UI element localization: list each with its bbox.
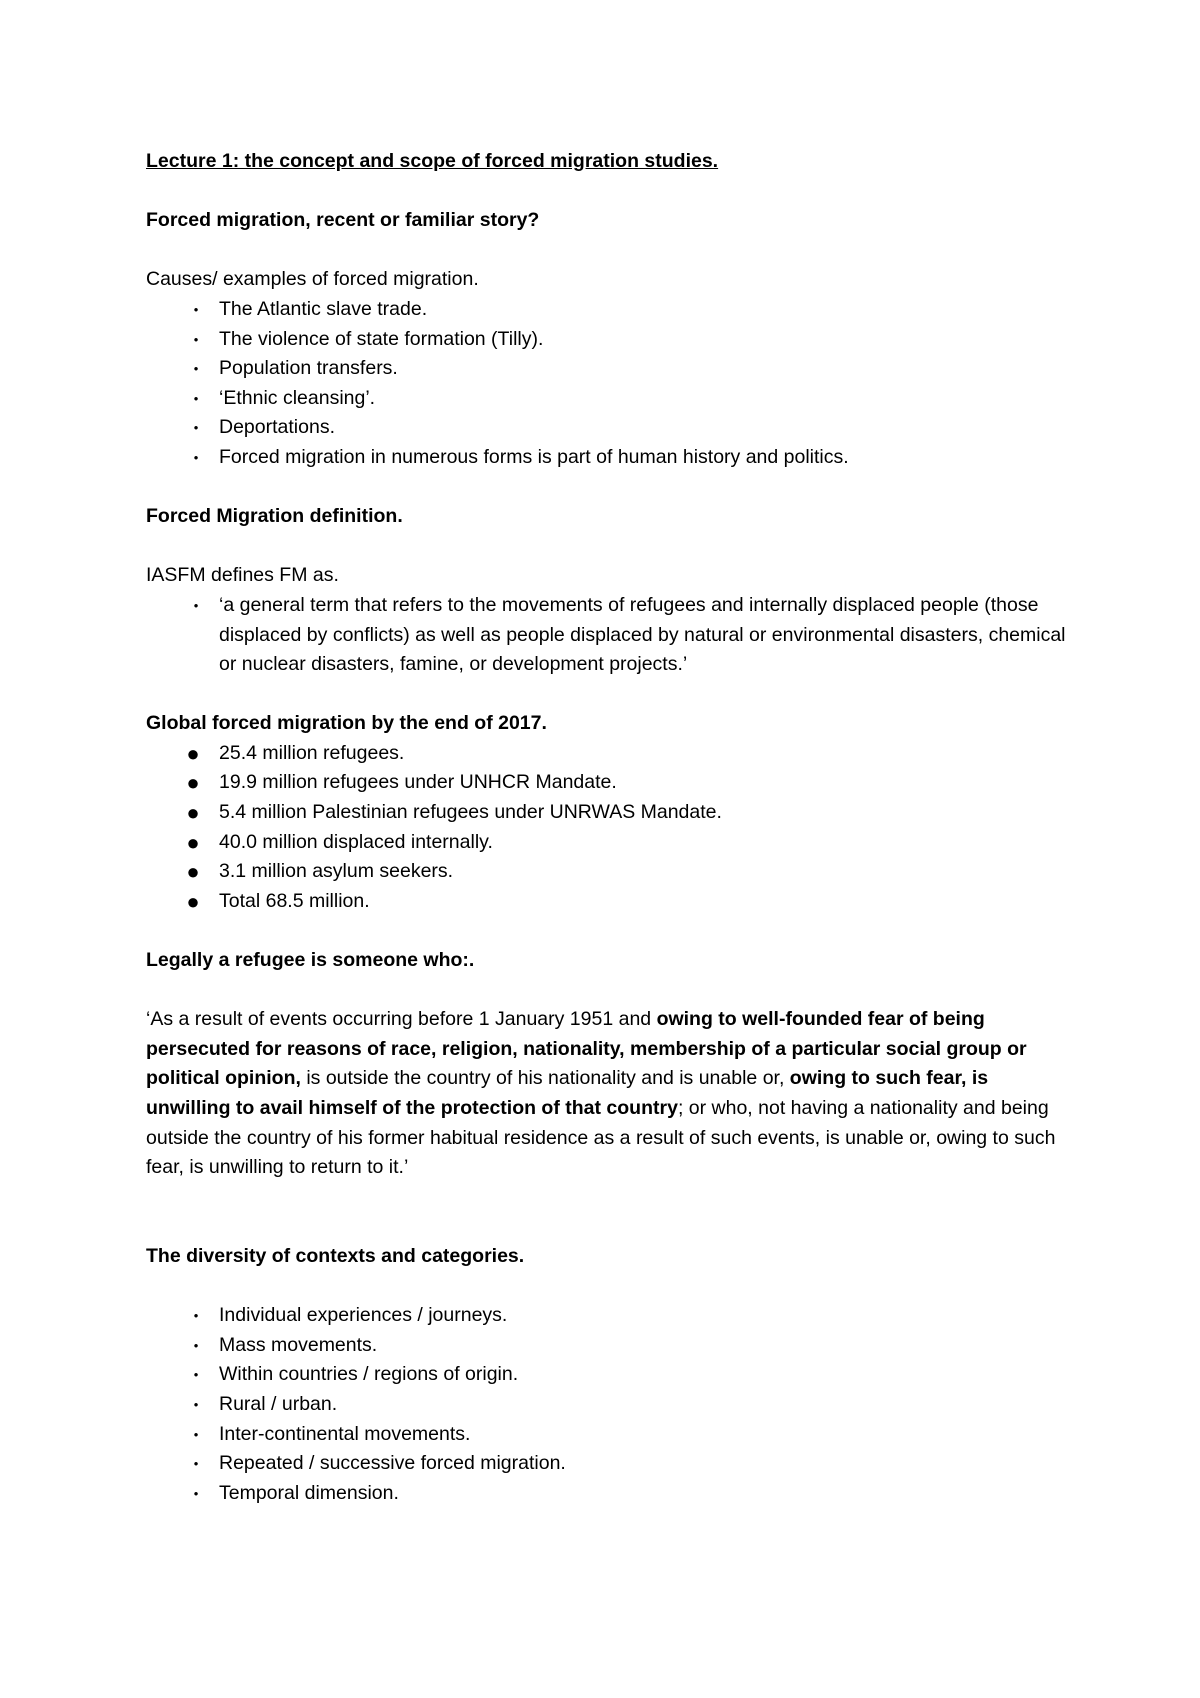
list-item-text: Mass movements. (219, 1333, 378, 1356)
list-item (146, 1331, 1076, 1361)
bullet-icon: ● (186, 800, 200, 826)
list-item-text: Inter-continental movements. (219, 1422, 471, 1445)
list-item (146, 739, 1076, 769)
spacer (146, 1183, 1076, 1242)
definition-intro: IASFM defines FM as. (146, 564, 339, 587)
definition-list (146, 591, 1076, 680)
list-item (146, 1479, 1076, 1509)
bullet-icon: • (193, 449, 199, 465)
global-list (146, 739, 1076, 917)
spacer (146, 532, 1076, 562)
bullet-icon: • (193, 1367, 199, 1383)
causes-intro: Causes/ examples of forced migration. (146, 268, 479, 291)
list-item-text: 40.0 million displaced internally. (219, 830, 493, 853)
bullet-icon: • (193, 301, 199, 317)
list-item-text: Deportations. (219, 416, 335, 439)
list-item-text: ‘a general term that refers to the movements of refugees and internally displaced people (those displaced by conflicts) as well as people displaced by natural or environmental disasters, chemical or nuclear disasters, famine, or development projects.’ (219, 593, 1066, 676)
list-item (146, 768, 1076, 798)
bullet-icon: ● (186, 740, 200, 766)
list-item (146, 828, 1076, 858)
list-item (146, 798, 1076, 828)
section-heading-global: Global forced migration by the end of 2017. (146, 712, 547, 735)
list-item (146, 295, 1076, 325)
bullet-icon: • (193, 1456, 199, 1472)
list-item (146, 857, 1076, 887)
list-item (146, 887, 1076, 917)
list-item (146, 1420, 1076, 1450)
bullet-icon: ● (186, 888, 200, 914)
spacer (146, 177, 1076, 207)
list-item (146, 1301, 1076, 1331)
bullet-icon: • (193, 420, 199, 436)
list-item-text: Rural / urban. (219, 1392, 338, 1415)
bullet-icon: • (193, 1308, 199, 1324)
bullet-icon: • (193, 390, 199, 406)
document-page (146, 147, 1076, 1508)
section-heading-legal: Legally a refugee is someone who:. (146, 949, 475, 972)
quote-text: is outside the country of his nationality and is unable or, (300, 1067, 790, 1090)
refugee-definition-quote (146, 1005, 1076, 1183)
diversity-list (146, 1301, 1076, 1508)
spacer (146, 680, 1076, 710)
spacer (146, 473, 1076, 503)
bullet-icon: • (193, 361, 199, 377)
list-item (146, 591, 1076, 680)
bullet-icon: • (193, 1337, 199, 1353)
spacer (146, 1272, 1076, 1302)
list-item-text: Temporal dimension. (219, 1481, 399, 1504)
list-item (146, 325, 1076, 355)
causes-list (146, 295, 1076, 473)
spacer (146, 976, 1076, 1006)
list-item-text: Repeated / successive forced migration. (219, 1452, 566, 1475)
bullet-icon: • (193, 1396, 199, 1412)
list-item-text: 19.9 million refugees under UNHCR Mandate. (219, 771, 617, 794)
list-item-text: Population transfers. (219, 357, 398, 380)
bullet-icon: ● (186, 770, 200, 796)
list-item-text: The Atlantic slave trade. (219, 297, 428, 320)
list-item-text: ‘Ethnic cleansing’. (219, 386, 376, 409)
bullet-icon: • (193, 1426, 199, 1442)
list-item-text: 3.1 million asylum seekers. (219, 860, 454, 883)
list-item-text: Within countries / regions of origin. (219, 1363, 519, 1386)
bullet-icon: ● (186, 829, 200, 855)
list-item (146, 1449, 1076, 1479)
section-heading-definition: Forced Migration definition. (146, 505, 403, 528)
list-item (146, 1360, 1076, 1390)
list-item (146, 354, 1076, 384)
bullet-icon: • (193, 597, 199, 613)
quote-text: ; or who, not having a nationality and being outside the country of his former habitual residence as a result of such events, is unable or, owing to such fear, is unwilling to return to it.’ (146, 1097, 1056, 1179)
list-item-text: 5.4 million Palestinian refugees under UNRWAS Mandate. (219, 801, 722, 824)
spacer (146, 916, 1076, 946)
bullet-icon: • (193, 1485, 199, 1501)
list-item-text: The violence of state formation (Tilly). (219, 327, 544, 350)
list-item-text: Total 68.5 million. (219, 889, 370, 912)
section-heading-diversity: The diversity of contexts and categories. (146, 1244, 525, 1267)
quote-bold-text: owing to such fear, is unwilling to avail himself of the protection of that country (146, 1067, 989, 1119)
list-item (146, 413, 1076, 443)
list-item-text: 25.4 million refugees. (219, 741, 405, 764)
list-item (146, 1390, 1076, 1420)
quote-bold-text: owing to well-founded fear of being persecuted for reasons of race, religion, nationality, membership of a particular social group or political opinion, (146, 1008, 1027, 1090)
list-item-text: Forced migration in numerous forms is part of human history and politics. (219, 445, 849, 468)
page-title: Lecture 1: the concept and scope of forced migration studies. (146, 150, 719, 172)
bullet-icon: ● (186, 859, 200, 885)
bullet-icon: • (193, 331, 199, 347)
list-item-text: Individual experiences / journeys. (219, 1304, 508, 1327)
section-heading-forced-migration: Forced migration, recent or familiar story? (146, 209, 540, 232)
quote-text: ‘As a result of events occurring before 1 January 1951 and (146, 1008, 657, 1031)
list-item (146, 443, 1076, 473)
spacer (146, 236, 1076, 266)
list-item (146, 384, 1076, 414)
